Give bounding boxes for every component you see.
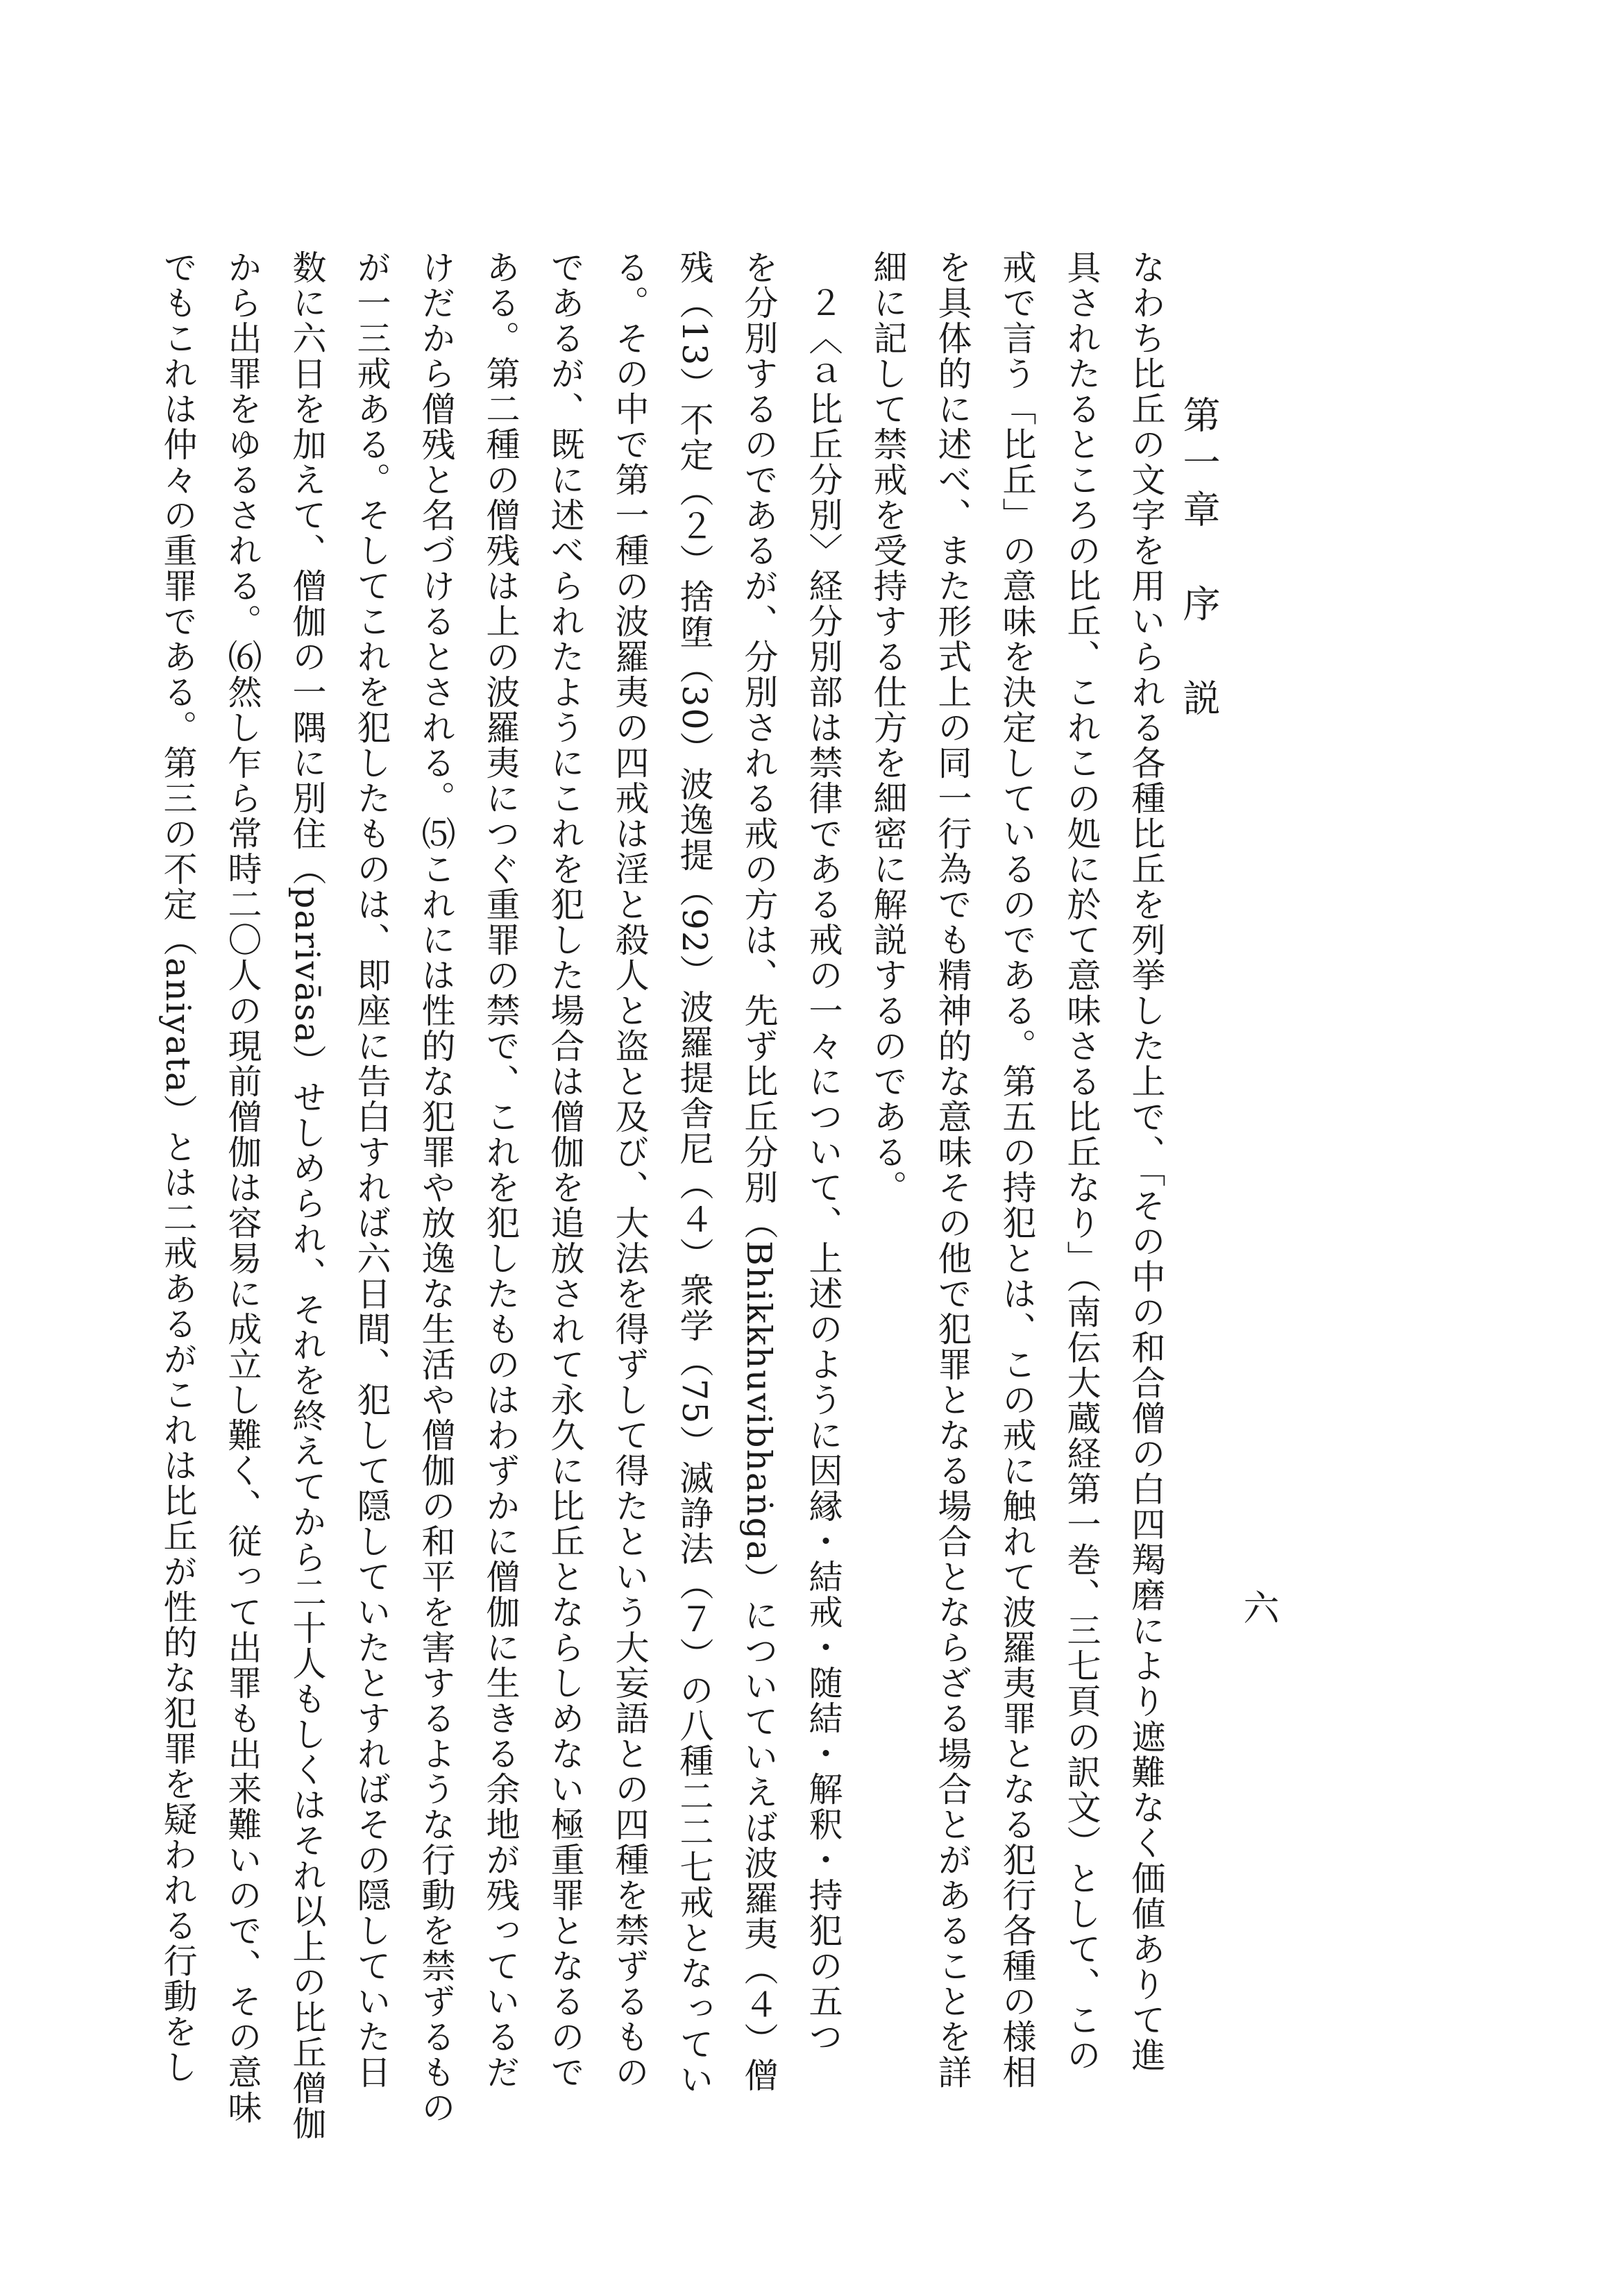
text-line: 細に記して禁戒を受持する仕方を細密に解説するのである。: [868, 250, 908, 1205]
text-line: が一三戒ある。そしてこれを犯したものは、即座に告白すれば六日間、犯して隠していたとすればその隠していた日: [352, 250, 391, 2090]
text-line: でもこれは仲々の重罪である。第三の不定（aniyata）とは二戒あるがこれは比丘が性的な犯罪を疑われる行動をし: [158, 250, 198, 2085]
text-line: 具されたるところの比丘、これこの処に於て意味さる比丘なり」（南伝大蔵経第一巻、三七頁の訳文）として、この: [1062, 250, 1101, 2073]
running-head: 第一章 序 説: [1177, 396, 1221, 726]
body-text: [82, 250, 1178, 2206]
page-number: 六: [1237, 1589, 1278, 1625]
text-line: 数に六日を加えて、僧伽の一隅に別住（parivāsa）せしめられ、それを終えてから二十人もしくはそれ以上の比丘僧伽: [287, 250, 327, 2141]
text-line: から出罪をゆるされる。⑹然し乍ら常時二〇人の現前僧伽は容易に成立し難く、従って出罪も出来難いので、その意味: [223, 250, 262, 2125]
text-line: であるが、既に述べられたようにこれを犯した場合は僧伽を追放されて永久に比丘とならしめない極重罪となるので: [545, 250, 585, 2090]
text-line: なわち比丘の文字を用いられる各種比丘を列挙した上で、「その中の和合僧の白四羯磨により遮難なく価値ありて進: [1126, 250, 1166, 2073]
text-line: 戒で言う「比丘」の意味を決定しているのである。第五の持犯とは、この戒に触れて波羅夷罪となる犯行各種の様相: [997, 250, 1037, 2090]
text-line: ２〈ａ比丘分別〉経分別部は禁律である戒の一々について、上述のように因縁・結戒・随結・解釈・持犯の五つ: [804, 250, 843, 2055]
text-line: る。その中で第一種の波羅夷の四戒は淫と殺人と盗と及び、大法を得ずして得たという大妄語との四種を禁ずるもの: [610, 250, 650, 2090]
text-line: を具体的に述べ、また形式上の同一行為でも精神的な意味その他で犯罪となる場合とならざる場合とがあることを詳: [933, 250, 972, 2090]
text-line: けだから僧残と名づけるとされる。⑸これには性的な犯罪や放逸な生活や僧伽の和平を害するような行動を禁ずるもの: [416, 250, 456, 2125]
text-line: を分別するのであるが、分別される戒の方は、先ず比丘分別（Bhikkhuvibhaṅga）についていえば波羅夷（４）僧: [739, 250, 779, 2093]
text-line: ある。第二種の僧残は上の波羅夷につぐ重罪の禁で、これを犯したものはわずかに僧伽に生きる余地が残っているだ: [481, 250, 521, 2090]
text-line: 残（13）不定（２）捨堕（30）波逸提（92）波羅提舎尼（４）衆学（75）滅諍法（７）の八種二二七戒となってい: [675, 250, 714, 2098]
